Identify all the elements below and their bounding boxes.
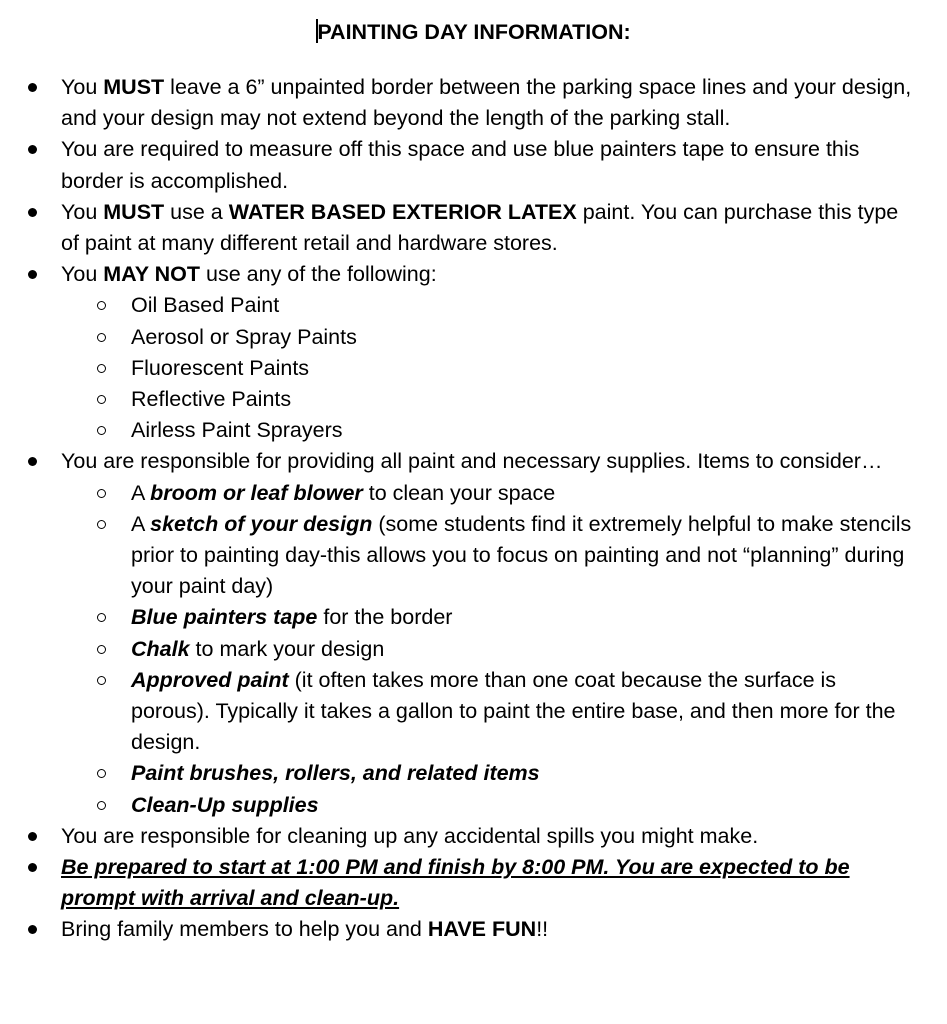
list-item-have-fun: Bring family members to help you and HAVE FUN!! <box>0 914 947 945</box>
list-item-prohibited: You MAY NOT use any of the following: Oil Based Paint Aerosol or Spray Paints Fluorescent Paints Reflective Paints Airless Paint Sprayers <box>0 259 947 446</box>
sub-item-aerosol: Aerosol or Spray Paints <box>60 322 919 353</box>
list-item-tape-rule: You are required to measure off this space and use blue painters tape to ensure this border is accomplished. <box>0 134 947 196</box>
page-title: PAINTING DAY INFORMATION: <box>317 20 631 44</box>
sub-item-chalk: Chalk to mark your design <box>60 634 919 665</box>
supplies-sublist <box>61 478 919 821</box>
sub-item-approved-paint: Approved paint (it often takes more than one coat because the surface is porous). Typically it takes a gallon to paint the entire base, and then more for the design. <box>60 665 919 759</box>
sub-item-brushes: Paint brushes, rollers, and related items <box>60 758 919 789</box>
sub-item-oil-paint: Oil Based Paint <box>60 290 919 321</box>
sub-item-tape: Blue painters tape for the border <box>60 602 919 633</box>
list-item-spills: You are responsible for cleaning up any accidental spills you might make. <box>0 821 947 852</box>
sub-item-reflective: Reflective Paints <box>60 384 919 415</box>
sub-item-sketch: A sketch of your design (some students find it extremely helpful to make stencils prior to painting day-this allows you to focus on painting and not “planning” during your paint day) <box>60 509 919 603</box>
info-list <box>0 72 947 946</box>
prohibited-sublist <box>61 290 919 446</box>
sub-item-airless-sprayers: Airless Paint Sprayers <box>60 415 919 446</box>
list-item-schedule: Be prepared to start at 1:00 PM and finish by 8:00 PM. You are expected to be prompt with arrival and clean-up. <box>0 852 947 914</box>
list-item-border-rule: You MUST leave a 6” unpainted border between the parking space lines and your design, and your design may not extend beyond the length of the parking stall. <box>0 72 947 134</box>
list-item-paint-type: You MUST use a WATER BASED EXTERIOR LATEX paint. You can purchase this type of paint at many different retail and hardware stores. <box>0 197 947 259</box>
sub-item-broom: A broom or leaf blower to clean your space <box>60 478 919 509</box>
sub-item-cleanup: Clean-Up supplies <box>60 790 919 821</box>
sub-item-fluorescent: Fluorescent Paints <box>60 353 919 384</box>
list-item-supplies: You are responsible for providing all paint and necessary supplies. Items to consider… A broom or leaf blower to clean your space A sketch of your design (some students find it extremely helpful to make stencils prior to painting day-this allows you to focus on painting and not “planning” during your paint day) Blue painters tape for the border Chalk to mark your design Approved paint (it often takes more than one coat because the surface is porous). Typically it takes a gallon to paint the entire base, and then more for the design. Paint brushes, rollers, and related items Clean-Up supplies <box>0 446 947 820</box>
